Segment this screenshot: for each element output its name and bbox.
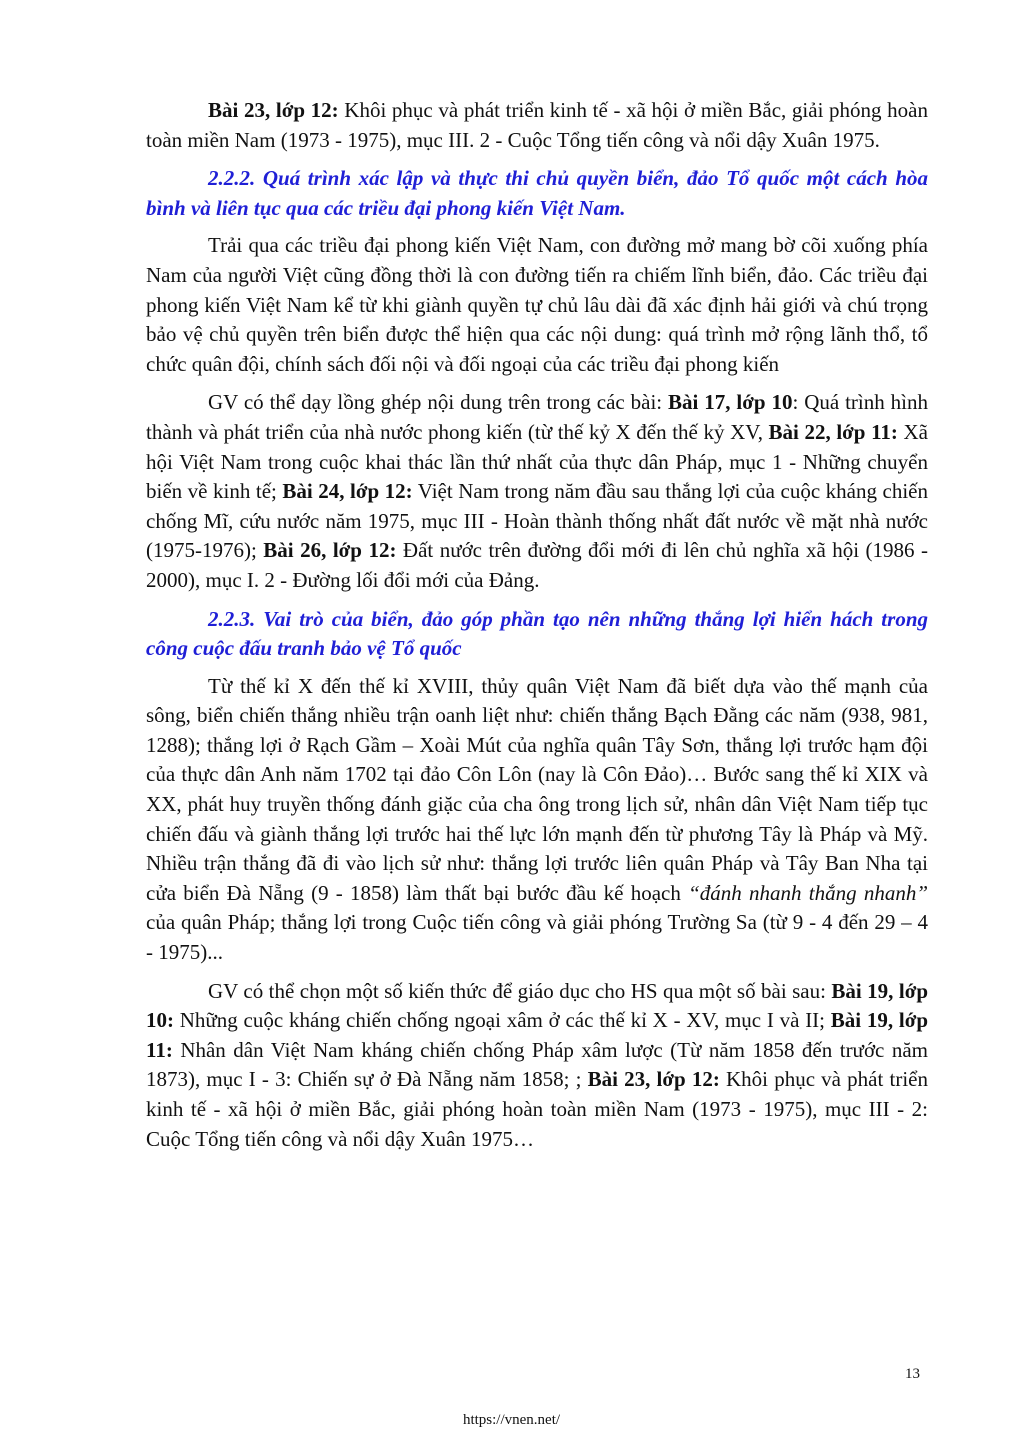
paragraph-feudal-dynasties: Trải qua các triều đại phong kiến Việt Nam, con đường mở mang bờ cõi xuống phía Nam của người Việt cũng đồng thời là con đường tiến ra chiếm lĩnh biển, đảo. Các triều đại phong kiến Việt Nam kể từ khi giành quyền tự chủ lâu dài đã xác định hải giới và chú trọng bảo vệ chủ quyền trên biển được thể hiện qua các nội dung: quá trình mở rộng lãnh thổ, tổ chức quân đội, chính sách đối nội và đối ngoại của các triều đại phong kiến [146, 233, 928, 376]
lesson-reference: Bài 24, lớp 12: [282, 479, 413, 504]
paragraph-text: của quân Pháp; thắng lợi trong Cuộc tiến công và giải phóng Trường Sa (từ 9 - 4 đến 29 – 4 - 1975)... [146, 910, 928, 965]
paragraph-naval-history [146, 672, 928, 968]
paragraph-text: Xã hội Việt Nam trong cuộc khai thác lần thứ nhất của thực dân Pháp, mục 1 - Những chuyển biến về kinh tế; [146, 419, 928, 504]
lesson-reference: Bài 23, lớp 12: [587, 1067, 720, 1092]
document-body [146, 96, 928, 1163]
paragraph-text: GV có thể dạy lồng ghép nội dung trên trong các bài: [208, 390, 669, 415]
paragraph-text: Nhân dân Việt Nam kháng chiến chống Pháp xâm lược (Từ năm 1858 đến trước năm 1873), mục I - 3: Chiến sự ở Đà Nẵng năm 1858; ; [146, 1037, 928, 1092]
lesson-reference: Bài 19, lớp 11: [146, 1008, 929, 1062]
paragraph-lessons-integration [146, 388, 928, 595]
paragraph-text: Đất nước trên đường đổi mới đi lên chủ nghĩa xã hội (1986 - 2000), mục I. 2 - Đường lối đổi mới của Đảng. [146, 538, 928, 592]
paragraph-lesson-selection [146, 977, 928, 1155]
section-heading-2-2-3: 2.2.3. Vai trò của biển, đảo góp phần tạo nên những thắng lợi hiển hách trong công cuộc đấu tranh bảo vệ Tổ quốc [146, 606, 928, 661]
lesson-reference: Bài 23, lớp 12: [208, 98, 339, 122]
paragraph-text: : Quá trình hình thành và phát triển của nhà nước phong kiến (từ thế kỷ X đến thế kỷ XV, [146, 390, 928, 444]
section-heading-2-2-2: 2.2.2. Quá trình xác lập và thực thi chủ quyền biển, đảo Tổ quốc một cách hòa bình và liên tục qua các triều đại phong kiến Việt Nam. [146, 166, 928, 220]
page-number: 13 [905, 1366, 920, 1382]
paragraph-text: Khôi phục và phát triển kinh tế - xã hội ở miền Bắc, giải phóng hoàn toàn miền Nam (1973 - 1975), mục III. 2 - Cuộc Tổng tiến công và nổi dậy Xuân 1975. [146, 98, 928, 152]
paragraph-text: Khôi phục và phát triển kinh tế - xã hội ở miền Bắc, giải phóng hoàn toàn miền Nam (1973 - 1975), mục III - 2: Cuộc Tổng tiến công và nổi dậy Xuân 1975… [146, 1067, 928, 1151]
paragraph-text: Từ thế kỉ X đến thế kỉ XVIII, thủy quân Việt Nam đã biết dựa vào thế mạnh của sông, biển chiến thắng nhiều trận oanh liệt như: chiến thắng Bạch Đằng các năm (938, 981, 1288); thắng lợi ở Rạch Gầm – Xoài Mút của nghĩa quân Tây Sơn, thắng lợi trước hạm đội của thực dân Anh năm 1702 tại đảo Côn Lôn (nay là Côn Đảo)… Bước sang thế kỉ XIX và XX, phát huy truyền thống đánh giặc của cha ông trong lịch sử, nhân dân Việt Nam tiếp tục chiến đấu và giành thắng lợi trước hai thế lực lớn mạnh đến từ phương Tây là Pháp và Mỹ. Nhiều trận thắng đã đi vào lịch sử như: thắng lợi trước liên quân Pháp và Tây Ban Nha tại cửa biển Đà Nẵng (9 - 1858) làm thất bại bước đầu kế hoạch [146, 673, 928, 905]
lesson-reference: Bài 19, lớp 10: [146, 978, 929, 1033]
lesson-reference: Bài 17, lớp 10 [668, 390, 793, 415]
paragraph-text: GV có thể chọn một số kiến thức để giáo dục cho HS qua một số bài sau: [208, 978, 832, 1003]
italic-quote: “đánh nhanh thắng nhanh” [688, 880, 928, 905]
footer-url: https://vnen.net/ [462, 1412, 561, 1428]
paragraph-lesson-23 [146, 96, 928, 155]
lesson-reference: Bài 22, lớp 11: [768, 419, 898, 444]
paragraph-text: Những cuộc kháng chiến chống ngoại xâm ở các thế kỉ X - XV, mục I và II; [174, 1008, 831, 1033]
paragraph-text: Việt Nam trong năm đầu sau thắng lợi của cuộc kháng chiến chống Mĩ, cứu nước năm 1975, mục III - Hoàn thành thống nhất đất nước về mặt nhà nước (1975-1976); [146, 479, 928, 563]
lesson-reference: Bài 26, lớp 12: [263, 538, 397, 563]
